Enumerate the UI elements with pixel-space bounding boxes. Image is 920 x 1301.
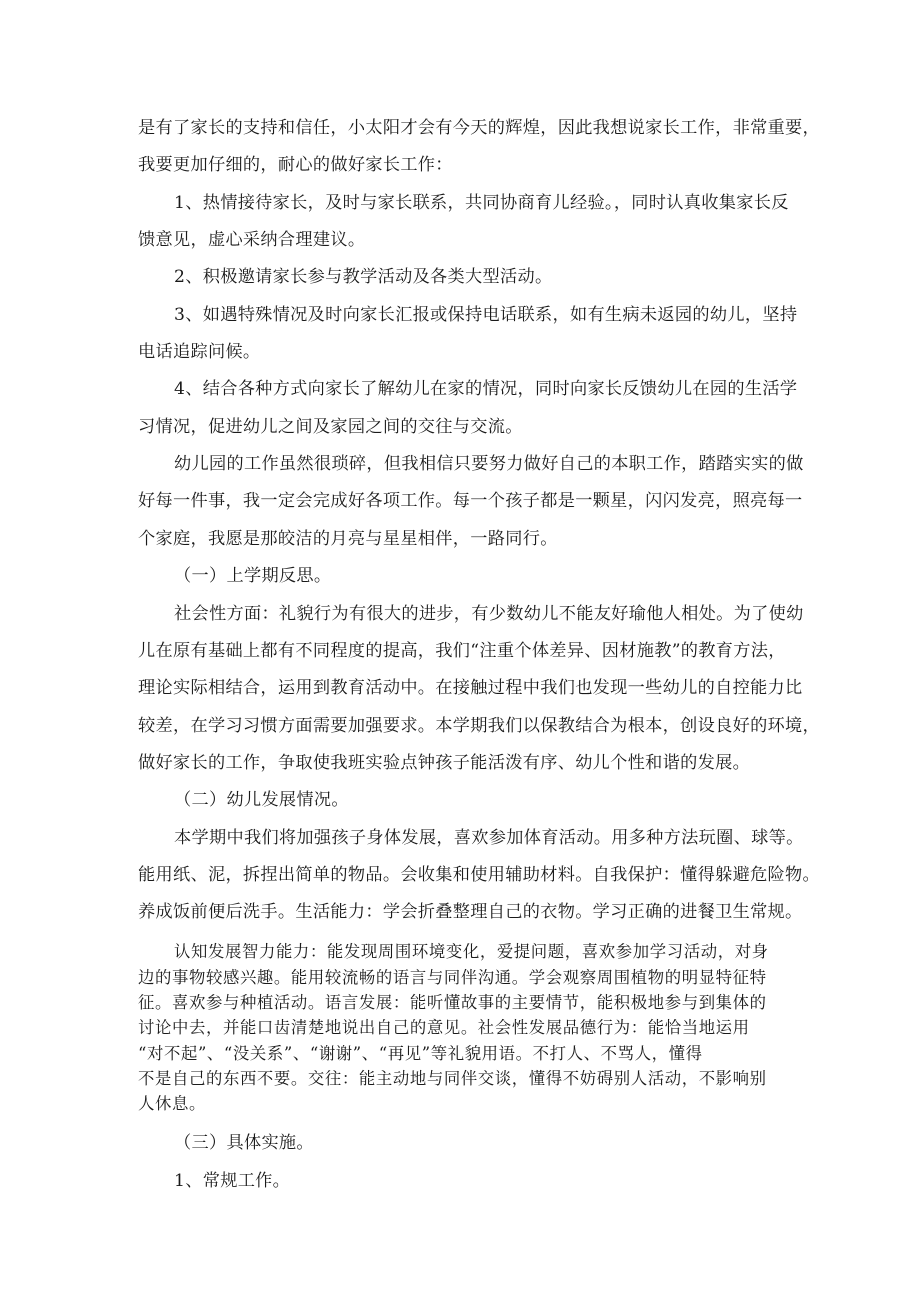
section-heading: （三）具体实施。 [174,1133,314,1153]
text-line: “对不起”、“没关系”、“谢谢”、“再见”等礼貌用语。不打人、不骂人，懂得 [138,1044,703,1063]
list-item-line: 1、热情接待家长，及时与家长联系，共同协商育儿经验。，同时认真收集家长反 [174,193,789,213]
list-item-line: 4、结合各种方式向家长了解幼儿在家的情况，同时向家长反馈幼儿在园的生活学 [174,379,798,399]
text-line: 讨论中去，并能口齿清楚地说出自己的意见。社会性发展品德行为：能恰当地运用 [138,1018,750,1037]
text-line: 本学期中我们将加强孩子身体发展，喜欢参加体育活动。用多种方法玩圈、球等。 [174,828,804,848]
text-line: 是有了家长的支持和信任，小太阳才会有今天的辉煌，因此我想说家长工作，非常重要， [138,118,821,138]
text-line: 个家庭，我愿是那皎洁的月亮与星星相伴，一路同行。 [138,529,558,549]
section-heading: （二）幼儿发展情况。 [174,790,349,810]
list-item-line: 馈意见，虚心采纳合理建议。 [138,230,366,250]
list-item-line: 习情况，促进幼儿之间及家园之间的交往与交流。 [138,417,523,437]
text-line: 儿在原有基础上都有不同程度的提高，我们“注重个体差异、因材施教”的教育方法， [138,641,786,661]
text-line: 能用纸、泥，拆捏出简单的物品。会收集和使用辅助材料。自我保护：懂得躲避危险物。 [138,865,821,885]
list-item-line: 电话追踪问候。 [138,342,261,362]
text-line: 好每一件事，我一定会完成好各项工作。每一个孩子都是一颗星，闪闪发亮，照亮每一 [138,491,803,511]
list-item-line: 1、常规工作。 [174,1171,291,1191]
text-line: 征。喜欢参与种植活动。语言发展：能听懂故事的主要情节，能积极地参与到集体的 [138,993,767,1012]
text-line: 养成饭前便后洗手。生活能力：学会折叠整理自己的衣物。学习正确的进餐卫生常规。 [138,902,803,922]
text-line: 不是自己的东西不要。交往：能主动地与同伴交谈，懂得不妨碍别人活动，不影响别 [138,1069,767,1088]
text-line: 做好家长的工作，争取使我班实验点钟孩子能活泼有序、幼儿个性和谐的发展。 [138,753,751,773]
text-line: 边的事物较感兴趣。能用较流畅的语言与同伴沟通。学会观察周围植物的明显特征特 [138,968,767,987]
text-line: 我要更加仔细的，耐心的做好家长工作： [138,155,453,175]
text-line: 理论实际相结合，运用到教育活动中。在接触过程中我们也发现一些幼儿的自控能力比 [138,678,803,698]
list-item-line: 3、如遇特殊情况及时向家长汇报或保持电话联系，如有生病未返园的幼儿，坚持 [174,305,798,325]
text-line: 较差，在学习习惯方面需要加强要求。本学期我们以保教结合为根本，创设良好的环境， [138,716,821,736]
text-line: 认知发展智力能力：能发现周围环境变化，爱提问题，喜欢参加学习活动，对身 [174,942,769,961]
text-line: 人休息。 [138,1094,206,1113]
section-heading: （一）上学期反思。 [174,566,332,586]
text-line: 社会性方面：礼貌行为有很大的进步，有少数幼儿不能友好瑜他人相处。为了使幼 [174,604,804,624]
text-line: 幼儿园的工作虽然很琐碎，但我相信只要努力做好自己的本职工作，踏踏实实的做 [174,454,804,474]
list-item-line: 2、积极邀请家长参与教学活动及各类大型活动。 [174,267,553,287]
